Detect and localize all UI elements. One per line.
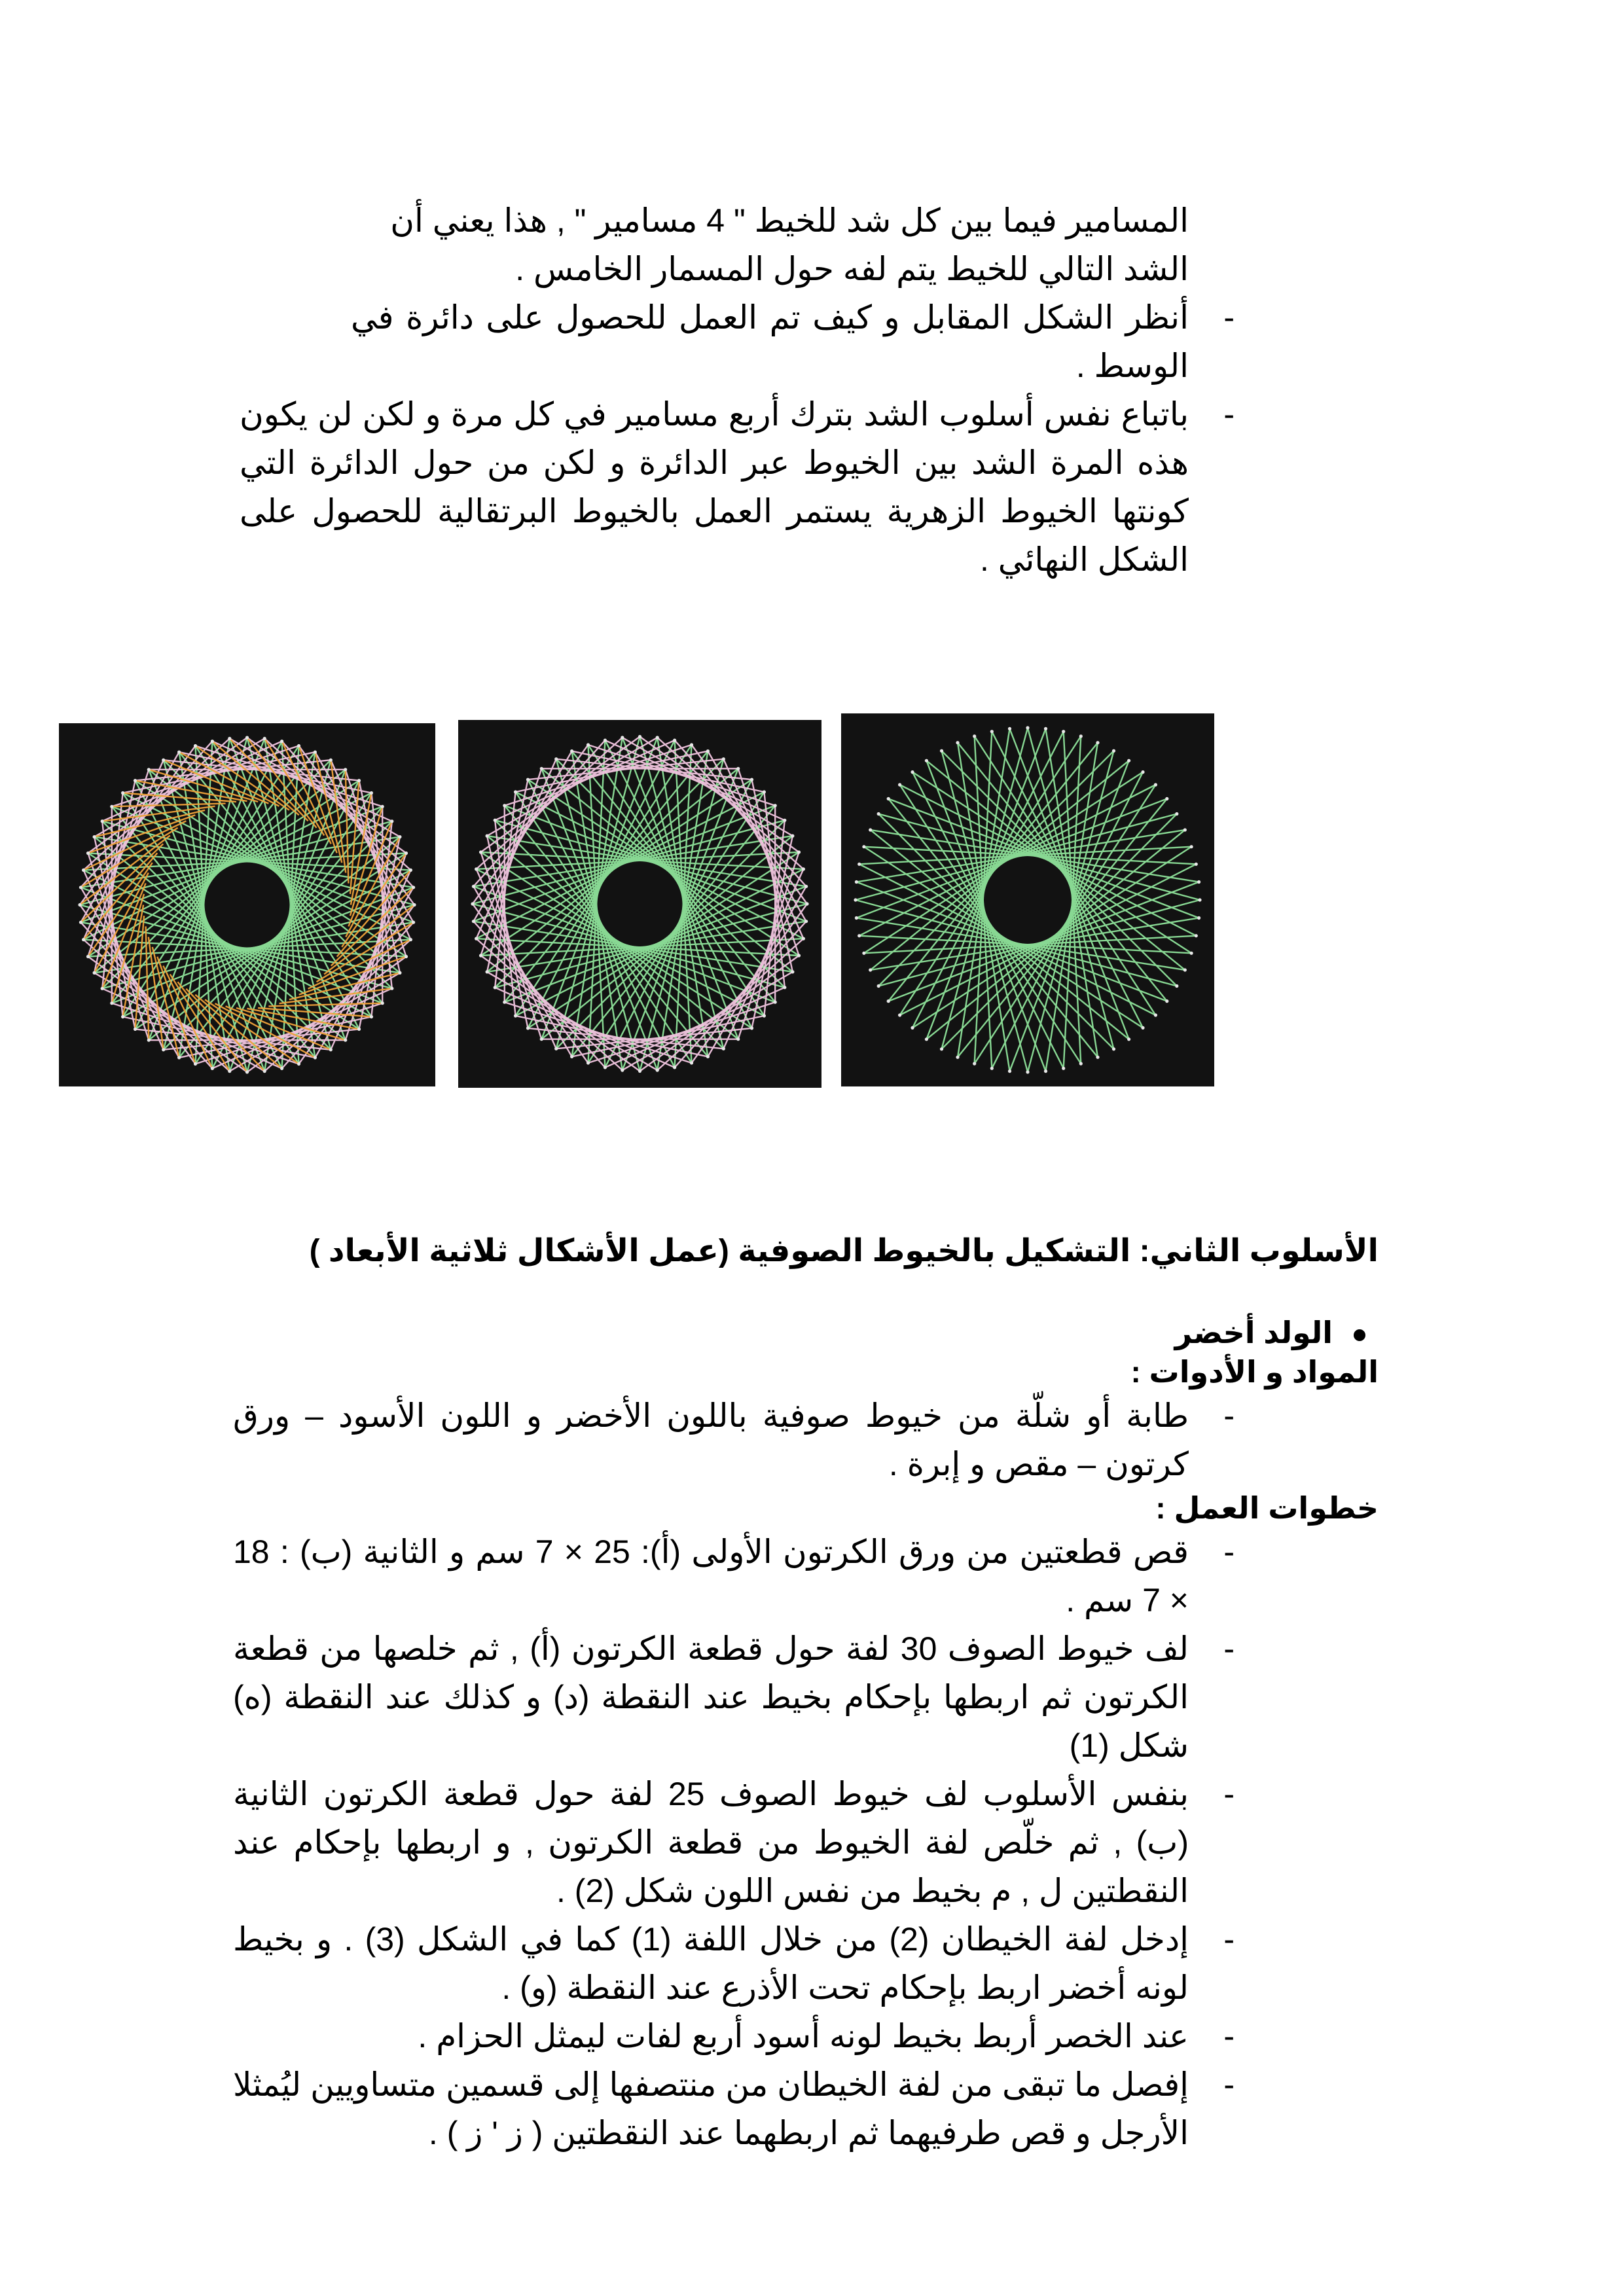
intro-line-2: الشد التالي للخيط يتم لفه حول المسمار الخامس .	[515, 251, 1189, 287]
step-6: إفصل ما تبقى من لفة الخيطان من منتصفها إلى قسمين متساويين ليُمثلا الأرجل و قص طرفيهما ثم اربطهما عند النقطتين ( ز ' ز ) .	[233, 2066, 1189, 2151]
step-5: عند الخصر أربط بخيط لونه أسود أربع لفات ليمثل الحزام .	[418, 2018, 1189, 2054]
section2	[233, 1230, 1379, 2157]
dash-mark: -	[1223, 2018, 1235, 2054]
intro-item-1: أنظر الشكل المقابل و كيف تم العمل للحصول على دائرة في الوسط .	[351, 299, 1189, 384]
steps-heading: خطوات العمل :	[1155, 1491, 1379, 1525]
list-item	[233, 1915, 1235, 2012]
dash-mark: -	[1223, 1921, 1235, 1958]
dash-mark: -	[1223, 2066, 1235, 2103]
materials-heading: المواد و الأدوات :	[1130, 1355, 1379, 1389]
dash-mark: -	[1223, 1534, 1235, 1570]
section2-heading: الأسلوب الثاني: التشكيل بالخيوط الصوفية (عمل الأشكال ثلاثية الأبعاد )	[309, 1234, 1379, 1268]
list-item	[233, 1770, 1235, 1915]
list-item	[233, 2060, 1235, 2157]
string-art-green-photo	[841, 713, 1214, 1086]
bullet-icon	[1354, 1329, 1365, 1341]
figure-title-text: الولد أخضر	[1174, 1316, 1333, 1350]
steps-list	[233, 1528, 1235, 2157]
list-item	[233, 2012, 1235, 2060]
intro-continuation	[240, 196, 1235, 293]
dash-mark: -	[1223, 1776, 1235, 1812]
string-art-pink-photo	[458, 720, 821, 1088]
dash-mark: -	[1223, 1397, 1235, 1434]
figure-title	[233, 1313, 1379, 1352]
pink-string-art-image	[458, 720, 821, 1088]
list-item	[233, 1624, 1235, 1770]
step-4: إدخل لفة الخيطان (2) من خلال اللفة (1) كما في الشكل (3) . و بخيط لونه أخضر اربط بإحكام تحت الأذرع عند النقطة (و) .	[233, 1921, 1189, 2006]
materials-item-1: طابة أو شلّة من خيوط صوفية باللون الأخضر و اللون الأسود – ورق كرتون – مقص و إبرة .	[233, 1397, 1189, 1482]
dash-mark: -	[1223, 396, 1235, 433]
step-3: بنفس الأسلوب لف خيوط الصوف 25 لفة حول قطعة الكرتون الثانية (ب) , ثم خلّص لفة الخيوط من قطعة الكرتون , و اربطها بإحكام عند النقطتين ل , م بخيط من نفس اللون شكل (2) .	[233, 1776, 1189, 1909]
intro-list	[240, 293, 1235, 584]
list-item	[233, 1528, 1235, 1624]
step-1: قص قطعتين من ورق الكرتون الأولى (أ): 25 × 7 سم و الثانية (ب) : 18 × 7 سم .	[233, 1534, 1189, 1619]
string-art-final-photo	[59, 723, 435, 1086]
list-item	[351, 293, 1235, 390]
dash-mark: -	[1223, 299, 1235, 336]
step-2: لف خيوط الصوف 30 لفة حول قطعة الكرتون (أ) , ثم خلصها من قطعة الكرتون ثم اربطها بإحكام بخيط عند النقطة (د) و كذلك عند النقطة (ه) شكل (1)	[233, 1630, 1189, 1764]
materials-list	[233, 1391, 1235, 1488]
final-string-art-image	[59, 723, 435, 1086]
list-item	[240, 390, 1235, 584]
list-item	[233, 1391, 1235, 1488]
intro-section	[240, 196, 1235, 584]
green-string-art-image	[841, 713, 1214, 1086]
dash-mark: -	[1223, 1630, 1235, 1667]
intro-line-1: المسامير فيما بين كل شد للخيط " 4 مسامير " , هذا يعني أن	[390, 202, 1189, 239]
intro-item-2: باتباع نفس أسلوب الشد بترك أربع مسامير في كل مرة و لكن لن يكون هذه المرة الشد بين الخيوط عبر الدائرة و لكن من حول الدائرة التي كونتها الخيوط الزهرية يستمر العمل بالخيوط البرتقالية للحصول على الشكل النهائي .	[240, 396, 1189, 578]
